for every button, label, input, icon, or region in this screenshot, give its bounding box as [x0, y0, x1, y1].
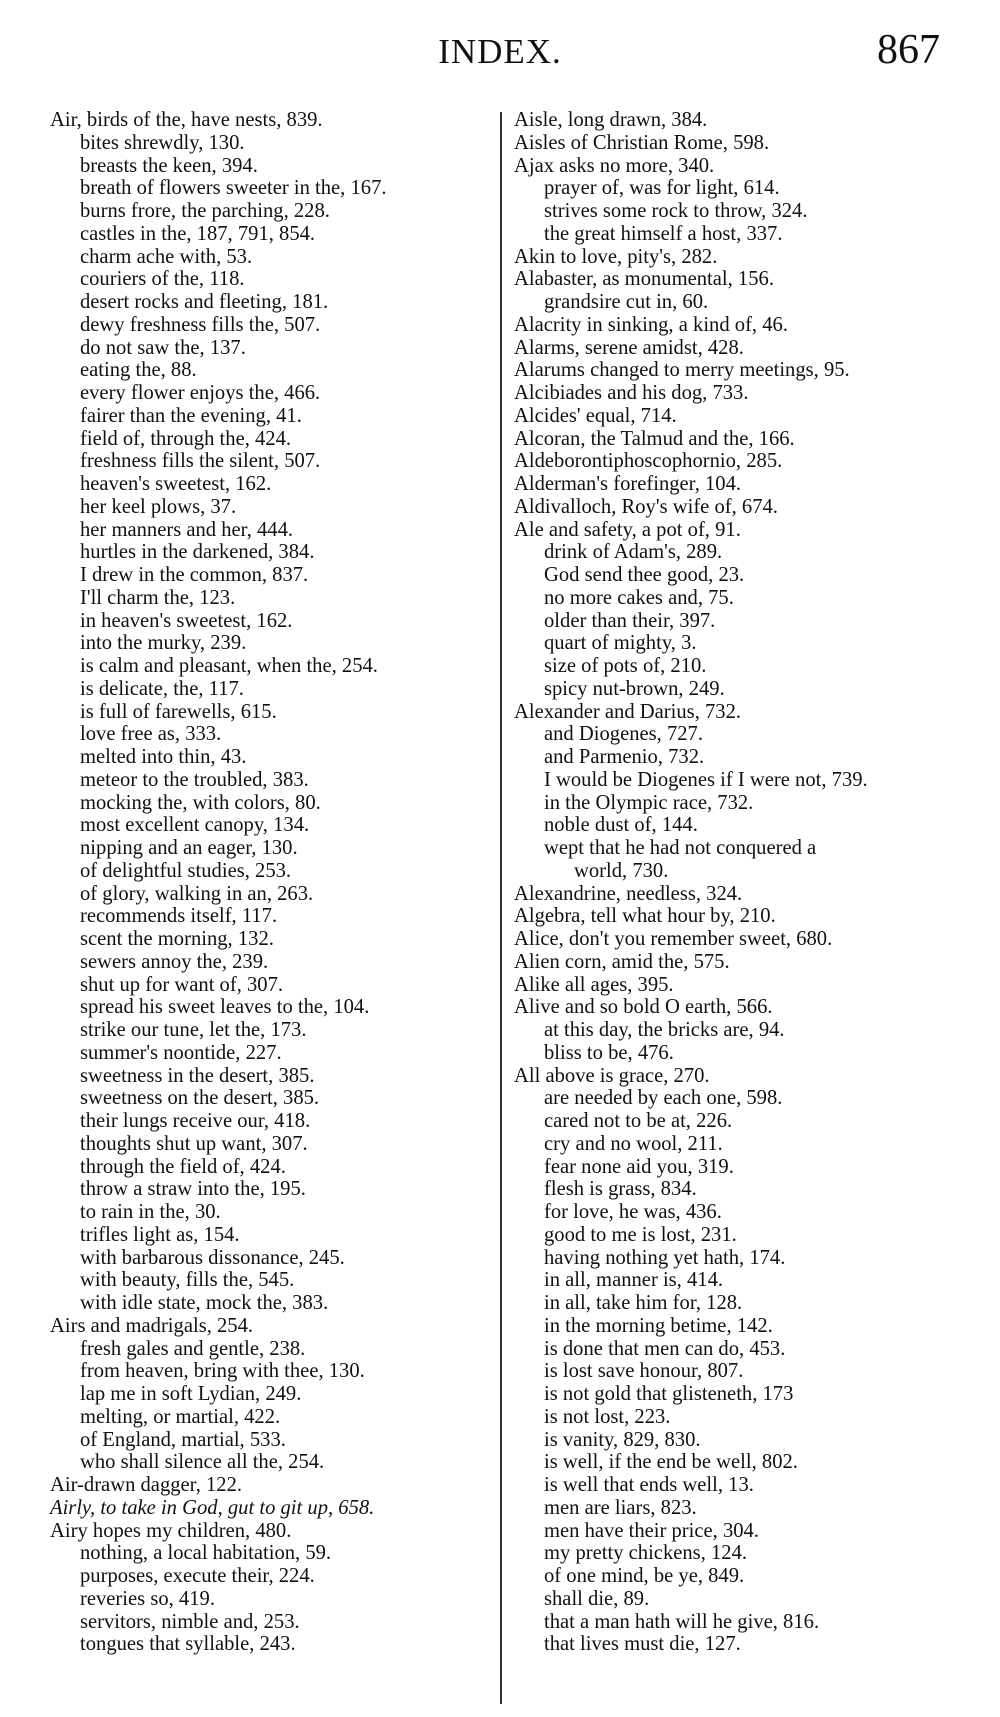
- index-subentry: mocking the, with colors, 80.: [80, 791, 321, 814]
- index-entry: Alderman's forefinger, 104.: [514, 473, 742, 495]
- index-subentry: with beauty, fills the, 545.: [80, 1269, 295, 1292]
- index-entry: Air, birds of the, have nests, 839.: [50, 109, 323, 131]
- index-subentry: that lives must die, 127.: [544, 1633, 741, 1656]
- index-subentry: in the morning betime, 142.: [544, 1314, 773, 1337]
- index-subentry: is well that ends well, 13.: [544, 1474, 754, 1496]
- index-subentry: freshness fills the silent, 507.: [80, 450, 321, 473]
- index-subentry: strives some rock to throw, 324.: [544, 200, 808, 222]
- index-subentry: for love, he was, 436.: [544, 1201, 722, 1223]
- index-subentry: servitors, nimble and, 253.: [80, 1610, 300, 1633]
- index-subentry: every flower enjoys the, 466.: [80, 382, 321, 404]
- index-subentry: sweetness on the desert, 385.: [80, 1087, 320, 1110]
- index-subentry: thoughts shut up want, 307.: [80, 1132, 308, 1155]
- index-subentry: tongues that syllable, 243.: [80, 1633, 296, 1656]
- index-subentry: is vanity, 829, 830.: [544, 1428, 701, 1451]
- index-subentry: is delicate, the, 117.: [80, 677, 244, 700]
- index-subentry: eating the, 88.: [80, 359, 197, 382]
- index-entry: Alice, don't you remember sweet, 680.: [514, 928, 833, 950]
- index-subentry: that a man hath will he give, 816.: [544, 1610, 820, 1633]
- index-subentry: do not saw the, 137.: [80, 336, 246, 359]
- index-subentry: noble dust of, 144.: [544, 814, 698, 837]
- index-subentry: charm ache with, 53.: [80, 245, 253, 268]
- index-subentry: purposes, execute their, 224.: [80, 1565, 315, 1587]
- index-subentry: and Diogenes, 727.: [544, 723, 703, 746]
- index-subentry: her keel plows, 37.: [80, 495, 237, 518]
- index-entry: Alive and so bold O earth, 566.: [514, 996, 773, 1019]
- index-subentry: in all, manner is, 414.: [544, 1269, 724, 1292]
- index-entry: Alarums changed to merry meetings, 95.: [514, 359, 850, 382]
- index-subentry: to rain in the, 30.: [80, 1201, 221, 1223]
- index-subentry: of glory, walking in an, 263.: [80, 882, 314, 905]
- index-subentry: cry and no wool, 211.: [544, 1132, 723, 1155]
- index-subentry: cared not to be at, 226.: [544, 1110, 733, 1132]
- index-subentry: is not gold that glisteneth, 173: [544, 1383, 794, 1405]
- index-entry: Airs and madrigals, 254.: [50, 1314, 254, 1337]
- index-subentry: men are liars, 823.: [544, 1496, 697, 1519]
- index-subentry: good to me is lost, 231.: [544, 1223, 737, 1246]
- index-subentry: hurtles in the darkened, 384.: [80, 541, 315, 564]
- index-entry: Akin to love, pity's, 282.: [514, 245, 718, 268]
- index-subentry: my pretty chickens, 124.: [544, 1542, 748, 1565]
- index-subentry: melting, or martial, 422.: [80, 1405, 281, 1428]
- right-index-column: [514, 109, 954, 1656]
- index-entry: Ale and safety, a pot of, 91.: [514, 518, 741, 541]
- index-entry: Alcibiades and his dog, 733.: [514, 382, 749, 404]
- left-index-column: [50, 109, 490, 1656]
- index-subentry: lap me in soft Lydian, 249.: [80, 1383, 302, 1405]
- index-subentry: men have their price, 304.: [544, 1519, 760, 1542]
- index-subentry: are needed by each one, 598.: [544, 1087, 783, 1110]
- index-subentry: of England, martial, 533.: [80, 1428, 286, 1451]
- index-subentry: trifles light as, 154.: [80, 1223, 240, 1246]
- index-subentry: reveries so, 419.: [80, 1587, 215, 1610]
- index-subentry: size of pots of, 210.: [544, 655, 707, 677]
- index-subentry: at this day, the bricks are, 94.: [544, 1019, 785, 1041]
- index-subentry: shall die, 89.: [544, 1587, 650, 1610]
- index-entry: All above is grace, 270.: [514, 1064, 710, 1087]
- index-entry: Alexander and Darius, 732.: [514, 700, 742, 723]
- index-subentry: and Parmenio, 732.: [544, 746, 705, 768]
- index-subentry: throw a straw into the, 195.: [80, 1178, 306, 1201]
- index-subentry: is full of farewells, 615.: [80, 700, 277, 723]
- page-title: INDEX.: [438, 32, 562, 71]
- index-subentry: having nothing yet hath, 174.: [544, 1246, 786, 1269]
- index-entry: Airy hopes my children, 480.: [50, 1519, 292, 1542]
- index-subentry: spicy nut-brown, 249.: [544, 677, 725, 700]
- index-subentry: world, 730.: [574, 859, 669, 882]
- index-entry: Alabaster, as monumental, 156.: [514, 268, 774, 291]
- index-subentry: burns frore, the parching, 228.: [80, 200, 330, 222]
- index-subentry: fairer than the evening, 41.: [80, 404, 302, 427]
- index-subentry: heaven's sweetest, 162.: [80, 473, 272, 495]
- index-subentry: recommends itself, 117.: [80, 905, 278, 928]
- index-subentry: their lungs receive our, 418.: [80, 1110, 311, 1132]
- index-subentry: field of, through the, 424.: [80, 427, 292, 450]
- index-subentry: shut up for want of, 307.: [80, 973, 284, 996]
- index-subentry: flesh is grass, 834.: [544, 1178, 697, 1201]
- index-subentry: from heaven, bring with thee, 130.: [80, 1360, 365, 1383]
- index-entry: Alike all ages, 395.: [514, 973, 674, 996]
- index-subentry: is calm and pleasant, when the, 254.: [80, 655, 378, 677]
- index-subentry: most excellent canopy, 134.: [80, 814, 310, 837]
- index-entry: Ajax asks no more, 340.: [514, 154, 715, 177]
- index-subentry: meteor to the troubled, 383.: [80, 768, 309, 791]
- index-entry: Alcides' equal, 714.: [514, 404, 677, 427]
- column-divider: [500, 112, 502, 1704]
- page-header: [0, 26, 1000, 86]
- index-subentry: I would be Diogenes if I were not, 739.: [544, 768, 868, 791]
- index-entry: Alexandrine, needless, 324.: [514, 882, 743, 905]
- index-subentry: castles in the, 187, 791, 854.: [80, 222, 316, 245]
- index-entry: Algebra, tell what hour by, 210.: [514, 905, 776, 928]
- page-number: 867: [877, 27, 940, 73]
- index-subentry: scent the morning, 132.: [80, 928, 274, 950]
- index-subentry: is done that men can do, 453.: [544, 1337, 786, 1360]
- index-subentry: is lost save honour, 807.: [544, 1360, 744, 1383]
- index-subentry: of one mind, be ye, 849.: [544, 1565, 745, 1587]
- index-subentry: the great himself a host, 337.: [544, 222, 783, 245]
- index-subentry: nothing, a local habitation, 59.: [80, 1542, 332, 1565]
- index-subentry: through the field of, 424.: [80, 1155, 286, 1178]
- index-subentry: bites shrewdly, 130.: [80, 131, 245, 154]
- index-subentry: no more cakes and, 75.: [544, 586, 734, 609]
- index-entry: Aldivalloch, Roy's wife of, 674.: [514, 495, 778, 518]
- index-subentry: who shall silence all the, 254.: [80, 1451, 325, 1474]
- index-subentry: God send thee good, 23.: [544, 564, 745, 586]
- index-subentry: sweetness in the desert, 385.: [80, 1064, 315, 1087]
- index-entry: Alien corn, amid the, 575.: [514, 950, 730, 973]
- index-subentry: with idle state, mock the, 383.: [80, 1292, 329, 1314]
- index-subentry: couriers of the, 118.: [80, 268, 245, 291]
- index-subentry: summer's noontide, 227.: [80, 1041, 282, 1064]
- index-subentry: I'll charm the, 123.: [80, 586, 236, 609]
- index-entry: Aldeborontiphoscophornio, 285.: [514, 450, 783, 473]
- index-subentry: wept that he had not conquered a: [544, 837, 817, 859]
- index-subentry: is not lost, 223.: [544, 1405, 671, 1428]
- index-subentry: love free as, 333.: [80, 723, 222, 746]
- index-subentry: is well, if the end be well, 802.: [544, 1451, 798, 1474]
- index-subentry: strike our tune, let the, 173.: [80, 1019, 307, 1041]
- index-entry: Aisles of Christian Rome, 598.: [514, 131, 770, 154]
- index-subentry: with barbarous dissonance, 245.: [80, 1246, 345, 1269]
- index-subentry: nipping and an eager, 130.: [80, 837, 298, 859]
- index-subentry: of delightful studies, 253.: [80, 859, 292, 882]
- index-subentry: in the Olympic race, 732.: [544, 791, 754, 814]
- index-subentry: in all, take him for, 128.: [544, 1292, 743, 1314]
- index-subentry: spread his sweet leaves to the, 104.: [80, 996, 370, 1019]
- index-subentry: melted into thin, 43.: [80, 746, 247, 768]
- index-entry: Aisle, long drawn, 384.: [514, 109, 708, 131]
- index-entry: Alcoran, the Talmud and the, 166.: [514, 427, 795, 450]
- index-subentry: in heaven's sweetest, 162.: [80, 609, 293, 632]
- index-subentry: sewers annoy the, 239.: [80, 950, 269, 973]
- index-subentry: breasts the keen, 394.: [80, 154, 258, 177]
- index-subentry: quart of mighty, 3.: [544, 632, 697, 655]
- index-entry: Alarms, serene amidst, 428.: [514, 336, 744, 359]
- index-subentry: dewy freshness fills the, 507.: [80, 313, 321, 336]
- index-subentry: drink of Adam's, 289.: [544, 541, 723, 564]
- index-subentry: bliss to be, 476.: [544, 1041, 674, 1064]
- index-subentry: older than their, 397.: [544, 609, 716, 632]
- index-subentry: grandsire cut in, 60.: [544, 291, 709, 313]
- index-subentry: her manners and her, 444.: [80, 518, 294, 541]
- index-entry: Air-drawn dagger, 122.: [50, 1474, 243, 1496]
- index-subentry: I drew in the common, 837.: [80, 564, 309, 586]
- index-subentry: into the murky, 239.: [80, 632, 247, 655]
- index-entry: Alacrity in sinking, a kind of, 46.: [514, 313, 788, 336]
- index-subentry: fear none aid you, 319.: [544, 1155, 734, 1178]
- index-subentry: breath of flowers sweeter in the, 167.: [80, 177, 387, 200]
- index-subentry: fresh gales and gentle, 238.: [80, 1337, 306, 1360]
- index-subentry: prayer of, was for light, 614.: [544, 177, 780, 200]
- index-subentry: desert rocks and fleeting, 181.: [80, 291, 329, 313]
- index-entry: Airly, to take in God, gut to git up, 658.: [50, 1496, 375, 1519]
